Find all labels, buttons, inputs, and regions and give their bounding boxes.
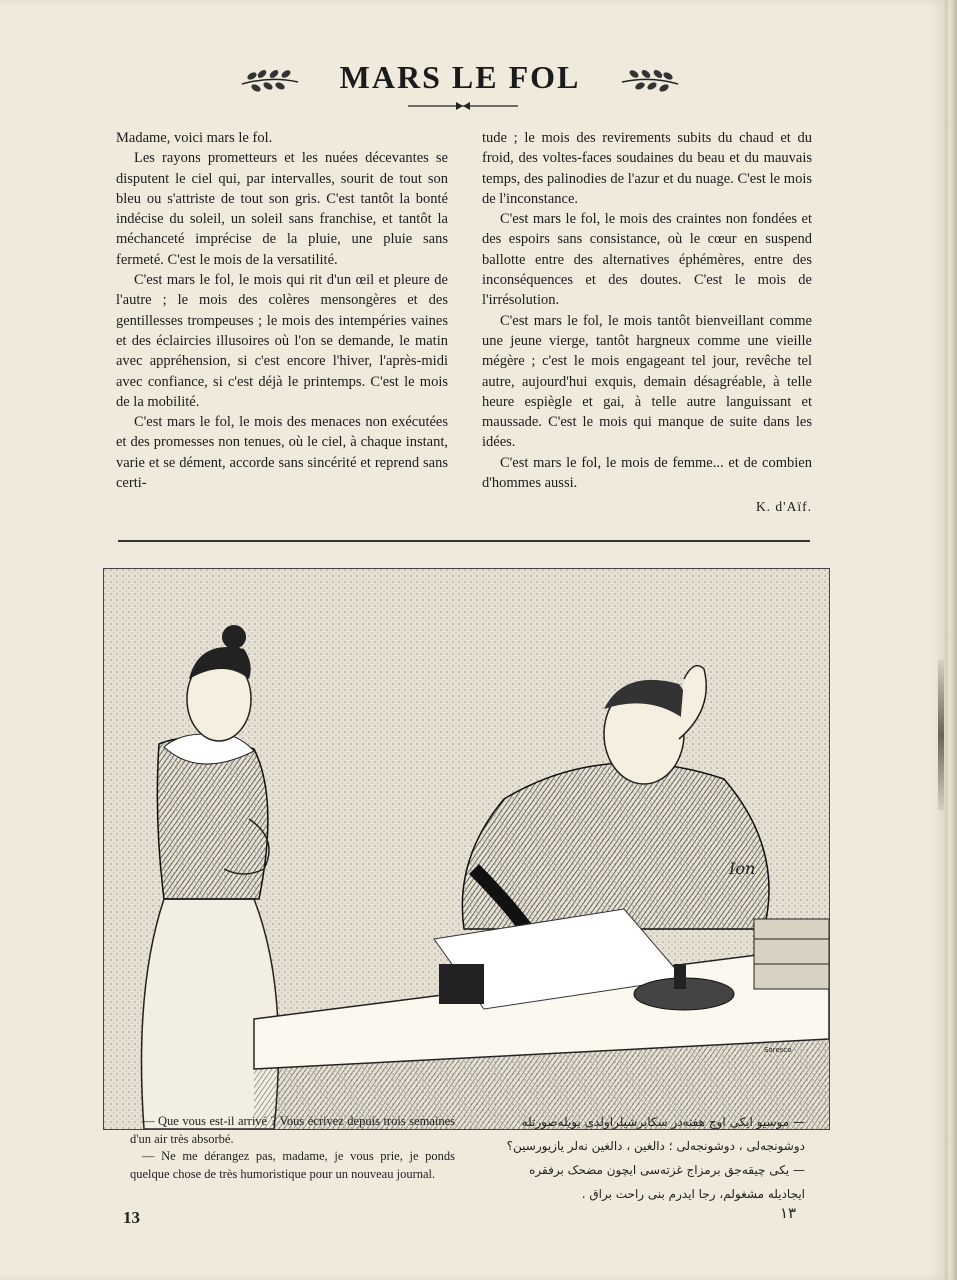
paragraph: C'est mars le fol, le mois des menaces non exécutées et des promesses non tenues, où le ciel, à chaque instant, varie et se dément, accorde sans sincérité et reprend sans certi- [116, 414, 448, 492]
page-edge [945, 0, 957, 1280]
caption-line: — یکی چیقه‌جق برمزاج غزته‌سی ایچون مضحک برفقره [529, 1163, 805, 1177]
caption-line: — Que vous est-il arrivé ? Vous écrivez depuis trois semaines d'un air très absorbé. [130, 1114, 455, 1146]
caption-line: — Ne me dérangez pas, madame, je vous prie, je ponds quelque chose de très humoristique pour un nouveau journal. [130, 1149, 455, 1181]
artist-signature: Ion [729, 859, 756, 878]
paragraph: C'est mars le fol, le mois de femme... et de combien d'hommes aussi. [482, 454, 812, 492]
laurel-ornament-icon [620, 62, 680, 92]
caption-line: ایجادیله مشغولم، رجا ایدرم بنی راحت براق . [581, 1187, 805, 1201]
page-number-arabic: ١٣ [780, 1204, 797, 1222]
section-rule [118, 540, 810, 542]
article-column-left [116, 128, 448, 493]
caption-french [130, 1113, 455, 1183]
page-number: 13 [123, 1208, 140, 1227]
paragraph: Madame, voici mars le fol. [116, 130, 273, 146]
paragraph: Les rayons prometteurs et les nuées décevantes se disputent le ciel qui, par intervalles, sourit de tout son bleu ou s'attriste de tout son gris. C'est tantôt la bonté indécise du soleil, un soleil sans franchise, et tantôt la méchanceté imprécise de la pluie, une pluie sans fermeté. C'est le mois de la versatilité. [116, 150, 448, 268]
article-title: MARS LE FOL [339, 59, 581, 95]
paper-tear [938, 660, 944, 810]
paragraph: C'est mars le fol, le mois des craintes non fondées et des espoirs sans consistance, où le cœur en suspend ballotte entre des alternatives éphémères, entre des inconséquences et des doutes. C'est le mois de l'irrésolution. [482, 211, 812, 309]
paragraph: tude ; le mois des revirements subits du chaud et du froid, des voltes-faces soudaines du beau et du mauvais temps, des palinodies de l'azur et du nuage. C'est le mois de l'inconstance. [482, 130, 812, 207]
laurel-ornament-icon [240, 62, 300, 92]
paragraph: C'est mars le fol, le mois tantôt bienveillant comme une jeune vierge, tantôt hargneux comme une vieille mégère ; c'est le mois engageant tel jour, revêche tel autre, aujourd'hui exquis, demain désagréable, à telle heure espiègle et gai, à telle autre languissant et maussade. C'est le mois qui manque de suite dans les idées. [482, 312, 812, 451]
author-signature: K. d'Aïf. [755, 499, 812, 515]
caption-line: دوشونجه‌لی ، دوشونجه‌لی ؛ دالغین ، دالغین نه‌لر یازیورسین؟ [506, 1139, 805, 1153]
engraver-signature: Soresco [764, 1046, 792, 1054]
title-divider [408, 100, 518, 112]
caption-ottoman [480, 1110, 805, 1206]
paragraph: C'est mars le fol, le mois qui rit d'un œil et pleure de l'autre ; le mois des colères mensongères et des gentillesses trompeuses ; le mois des intempéries vaines et des éclaircies illusoires où l'on se demande, le matin avec appréhension, si c'est encore l'hiver, l'après-midi avec confiance, si c'est déjà le printemps. C'est le mois de la mobilité. [116, 272, 448, 410]
article-column-right [482, 128, 812, 518]
cartoon-drawing [104, 569, 829, 1129]
cartoon-illustration [103, 568, 830, 1130]
caption-line: — موسیو ایکی اوچ هفته‌در سکابرشیلراولدی بویله‌صورتله [521, 1115, 805, 1129]
